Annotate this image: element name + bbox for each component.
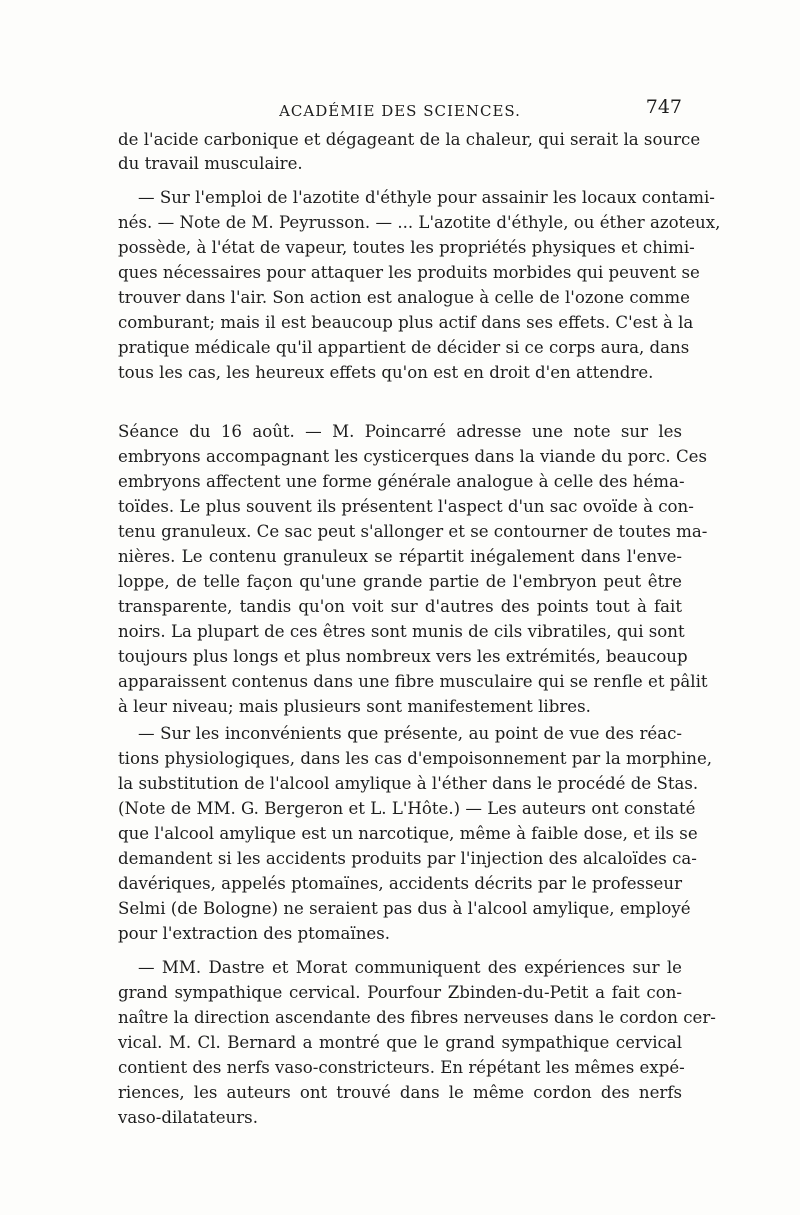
- text-line: vaso-dilatateurs.: [118, 1108, 258, 1127]
- text-line: embryons accompagnant les cysticerques dans la viande du porc. Ces: [118, 447, 707, 466]
- text-line: toujours plus longs et plus nombreux vers les extrémités, beaucoup: [118, 647, 688, 666]
- running-head: ACADÉMIE DES SCIENCES.: [279, 102, 521, 120]
- text-line: tions physiologiques, dans les cas d'empoisonnement par la morphine,: [118, 749, 713, 768]
- text-line: tenu granuleux. Ce sac peut s'allonger et se contourner de toutes ma-: [118, 522, 708, 541]
- text-line: de l'acide carbonique et dégageant de la chaleur, qui serait la source: [118, 130, 701, 149]
- text-line: que l'alcool amylique est un narcotique, même à faible dose, et ils se: [118, 824, 698, 843]
- text-line: Selmi (de Bologne) ne seraient pas dus à l'alcool amylique, employé: [118, 899, 691, 918]
- text-line: apparaissent contenus dans une fibre musculaire qui se renfle et pâlit: [118, 672, 708, 691]
- text-line: la substitution de l'alcool amylique à l'éther dans le procédé de Stas.: [118, 774, 699, 793]
- text-line: naître la direction ascendante des fibres nerveuses dans le cordon cer-: [118, 1008, 716, 1027]
- text-line: ques nécessaires pour attaquer les produits morbides qui peuvent se: [118, 263, 700, 282]
- text-line: possède, à l'état de vapeur, toutes les propriétés physiques et chimi-: [118, 238, 695, 257]
- page-number: 747: [645, 96, 682, 118]
- page-header: [118, 96, 682, 126]
- text-line: comburant; mais il est beaucoup plus actif dans ses effets. C'est à la: [118, 313, 694, 332]
- text-line: — Sur les inconvénients que présente, au point de vue des réac-: [138, 724, 682, 743]
- text-line: transparente, tandis qu'on voit sur d'autres des points tout à fait: [118, 597, 682, 616]
- text-line: riences, les auteurs ont trouvé dans le même cordon des nerfs: [118, 1083, 682, 1102]
- text-line: à leur niveau; mais plusieurs sont manifestement libres.: [118, 697, 591, 716]
- text-line: — Sur l'emploi de l'azotite d'éthyle pour assainir les locaux contami-: [138, 188, 715, 207]
- text-line: pratique médicale qu'il appartient de décider si ce corps aura, dans: [118, 338, 690, 357]
- text-line: toïdes. Le plus souvent ils présentent l'aspect d'un sac ovoïde à con-: [118, 497, 694, 516]
- text-line: du travail musculaire.: [118, 154, 303, 173]
- text-line: loppe, de telle façon qu'une grande partie de l'embryon peut être: [118, 572, 682, 591]
- text-line: embryons affectent une forme générale analogue à celle des héma-: [118, 472, 685, 491]
- text-line: (Note de MM. G. Bergeron et L. L'Hôte.) — Les auteurs ont constaté: [118, 799, 696, 818]
- text-line: nés. — Note de M. Peyrusson. — ... L'azotite d'éthyle, ou éther azoteux,: [118, 213, 721, 232]
- text-line: demandent si les accidents produits par l'injection des alcaloïdes ca-: [118, 849, 697, 868]
- text-line: noirs. La plupart de ces êtres sont munis de cils vibratiles, qui sont: [118, 622, 685, 641]
- text-line: Séance du 16 août. — M. Poincarré adresse une note sur les: [118, 422, 682, 441]
- text-line: contient des nerfs vaso-constricteurs. En répétant les mêmes expé-: [118, 1058, 685, 1077]
- text-line: nières. Le contenu granuleux se répartit inégalement dans l'enve-: [118, 547, 682, 566]
- text-line: pour l'extraction des ptomaïnes.: [118, 924, 391, 943]
- text-line: tous les cas, les heureux effets qu'on est en droit d'en attendre.: [118, 363, 654, 382]
- text-line: — MM. Dastre et Morat communiquent des expériences sur le: [138, 958, 682, 977]
- text-line: vical. M. Cl. Bernard a montré que le grand sympathique cervical: [118, 1033, 682, 1052]
- text-line: grand sympathique cervical. Pourfour Zbinden-du-Petit a fait con-: [118, 983, 682, 1002]
- text-line: davériques, appelés ptomaïnes, accidents décrits par le professeur: [118, 874, 682, 893]
- text-line: trouver dans l'air. Son action est analogue à celle de l'ozone comme: [118, 288, 690, 307]
